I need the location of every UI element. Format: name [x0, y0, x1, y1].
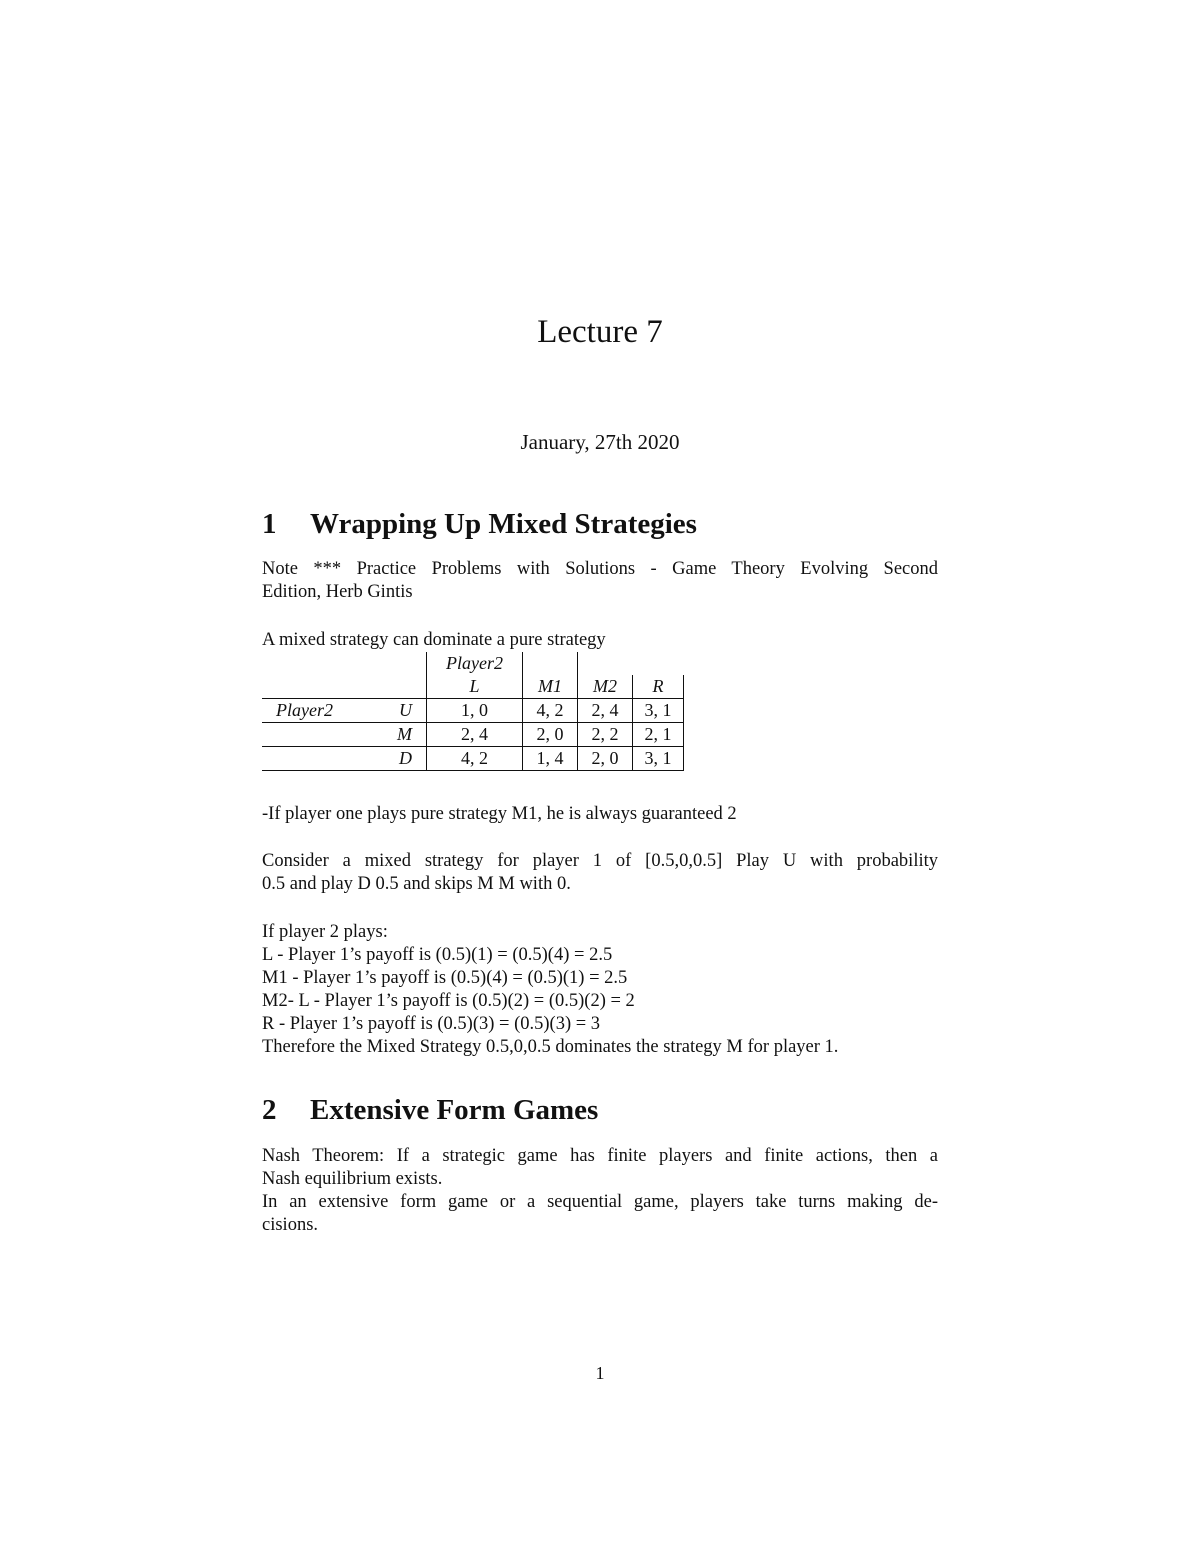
payoff-table: [262, 652, 684, 771]
payoff-cell: 1, 4: [523, 747, 578, 771]
empty-cell: [633, 652, 684, 675]
payoff-line: R - Player 1’s payoff is (0.5)(3) = (0.5)(3) = 3: [262, 1014, 601, 1034]
payoff-cell: 2, 4: [427, 723, 523, 747]
payoff-paragraph: [262, 921, 938, 1059]
table-row: [262, 699, 684, 723]
row-strategy-D: D: [372, 747, 427, 771]
note-line-1: Note *** Practice Problems with Solutions - Game Theory Evolving Second: [262, 559, 938, 579]
mixed-line-1: Consider a mixed strategy for player 1 of [0.5,0,0.5] Play U with probability: [262, 851, 938, 871]
extensive-line-2: cisions.: [262, 1215, 319, 1235]
empty-cell: [262, 747, 372, 771]
table-row: [262, 723, 684, 747]
page-number: 1: [595, 1363, 605, 1383]
note-paragraph: [262, 558, 938, 604]
empty-cell: [372, 652, 427, 675]
mixed-line-2: 0.5 and play D 0.5 and skips M M with 0.: [262, 874, 571, 894]
payoff-line: M1 - Player 1’s payoff is (0.5)(4) = (0.5)(1) = 2.5: [262, 968, 628, 988]
column-player-label: Player2: [427, 652, 523, 675]
column-header-L: L: [427, 675, 523, 699]
note-line-2: Edition, Herb Gintis: [262, 582, 413, 602]
empty-cell: [262, 675, 372, 699]
row-player-label: Player2: [262, 699, 372, 723]
section-2-heading: [262, 1093, 598, 1127]
column-header-M2: M2: [578, 675, 633, 699]
payoff-cell: 2, 1: [633, 723, 684, 747]
payoff-cell: 2, 2: [578, 723, 633, 747]
table-intro: [262, 629, 938, 652]
empty-cell: [262, 652, 372, 675]
row-strategy-M: M: [372, 723, 427, 747]
payoff-cell: 2, 4: [578, 699, 633, 723]
payoff-cell: 1, 0: [427, 699, 523, 723]
mixed-strategy-paragraph: [262, 850, 938, 896]
extensive-line-1: In an extensive form game or a sequential game, players take turns making de-: [262, 1192, 938, 1212]
table-intro-text: A mixed strategy can dominate a pure strategy: [262, 630, 606, 650]
pure-strategy-text: -If player one plays pure strategy M1, he is always guaranteed 2: [262, 804, 737, 824]
nash-line-2: Nash equilibrium exists.: [262, 1169, 443, 1189]
nash-paragraph: [262, 1145, 938, 1237]
section-1-heading: [262, 507, 697, 541]
empty-cell: [578, 652, 633, 675]
table-row: [262, 747, 684, 771]
section-1-number: 1: [262, 508, 277, 540]
section-2-number: 2: [262, 1094, 277, 1126]
payoff-cell: 3, 1: [633, 699, 684, 723]
section-1-title: Wrapping Up Mixed Strategies: [310, 508, 697, 540]
column-header-M1: M1: [523, 675, 578, 699]
pure-strategy-paragraph: [262, 803, 938, 826]
page-title: Lecture 7: [537, 314, 663, 350]
empty-cell: [523, 652, 578, 675]
column-header-R: R: [633, 675, 684, 699]
payoff-line: M2- L - Player 1’s payoff is (0.5)(2) = (0.5)(2) = 2: [262, 991, 635, 1011]
row-strategy-U: U: [372, 699, 427, 723]
page-date: January, 27th 2020: [520, 430, 680, 454]
payoff-cell: 3, 1: [633, 747, 684, 771]
table-header-row-player: [262, 652, 684, 675]
payoff-cell: 2, 0: [523, 723, 578, 747]
nash-line-1: Nash Theorem: If a strategic game has finite players and finite actions, then a: [262, 1146, 938, 1166]
conclusion-line: Therefore the Mixed Strategy 0.5,0,0.5 dominates the strategy M for player 1.: [262, 1037, 839, 1057]
table-header-row-columns: [262, 675, 684, 699]
payoff-cell: 2, 0: [578, 747, 633, 771]
empty-cell: [372, 675, 427, 699]
payoff-cell: 4, 2: [523, 699, 578, 723]
empty-cell: [262, 723, 372, 747]
section-2-title: Extensive Form Games: [310, 1094, 599, 1126]
payoff-line: L - Player 1’s payoff is (0.5)(1) = (0.5)(4) = 2.5: [262, 945, 613, 965]
payoff-line: If player 2 plays:: [262, 922, 388, 942]
payoff-cell: 4, 2: [427, 747, 523, 771]
